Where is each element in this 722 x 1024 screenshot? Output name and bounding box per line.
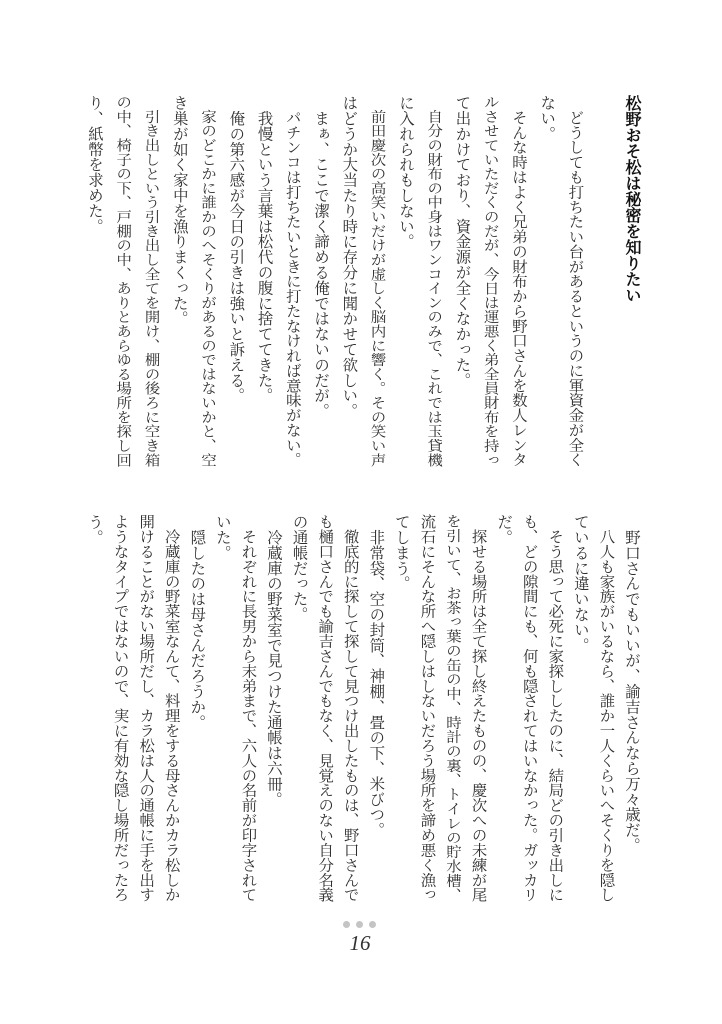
page-number: 16 (349, 931, 371, 955)
ornament-dot (369, 921, 376, 928)
text-column: 八人も家族がいるなら、誰か一人くらいへそくりを隠し (597, 514, 616, 902)
text-column: まぁ、ここで潔く諦める俺ではないのだが。 (312, 95, 331, 419)
text-column: 隠したのは母さんだろうか。 (188, 514, 207, 730)
text-column: いた。 (213, 514, 232, 561)
text-column: そんな時はよく兄弟の財布から野口さんを数人レンタ (509, 95, 528, 467)
text-column: 流石にそんな所へ隠しはしないだろう場所を諦め悪く漁っ (418, 514, 437, 902)
text-column: ルさせていただくのだが、今日は運悪く弟全員財布を持っ (481, 95, 500, 467)
text-column: き巣が如く家中を漁りまくった。 (170, 95, 189, 326)
article-title: 松野おそ松は秘密を知りたい (623, 95, 642, 303)
text-column: てしまう。 (392, 514, 411, 591)
text-column: 我慢という言葉は松代の腹に捨ててきた。 (255, 95, 274, 403)
text-column: 自分の財布の中身はワンコインのみで、これでは玉貸機 (425, 95, 444, 467)
ornament-dot (356, 921, 363, 928)
text-column: 引き出しという引き出し全てを開け、棚の後ろに空き箱 (142, 95, 161, 467)
text-column: はどうか大当たり時に存分に聞かせて欲しい。 (340, 95, 359, 419)
text-column: に入れられもしない。 (396, 95, 415, 249)
text-column: どうしても打ちたい台があるというのに軍資金が全く (566, 95, 585, 467)
text-column: も樋口さんでも諭吉さんでもなく、見覚えのない自分名義 (316, 514, 335, 902)
text-column: ようなタイプではないので、実に有効な隠し場所だったろ (111, 514, 130, 902)
text-column: 探せる場所は全て探し終えたものの、慶次への未練が尾 (469, 514, 488, 902)
text-column: そう思って必死に家探ししたのに、結局どの引き出しに (546, 514, 565, 902)
text-column: ているに違いない。 (571, 514, 590, 653)
page-ornament-dots (343, 921, 376, 928)
text-column: 徹底的に探して探して見つけ出したものは、野口さんで (341, 514, 360, 902)
text-column: ない。 (538, 95, 557, 142)
text-column: 冷蔵庫の野菜室なんて、料理をする母さんかカラ松しか (162, 514, 181, 902)
text-column: て出かけており、資金源が全くなかった。 (453, 95, 472, 388)
text-column: の通帳だった。 (290, 514, 309, 622)
text-column: 前田慶次の高笑いだけが虚しく脳内に響く。その笑い声 (368, 95, 387, 467)
ornament-dot (343, 921, 350, 928)
text-column: を引いて、お茶っ葉の缶の中、時計の裏、トイレの貯水槽、 (444, 514, 462, 902)
text-column: 俺の第六感が今日の引きは強いと訴える。 (227, 95, 246, 403)
text-column: の中、椅子の下、戸棚の中、ありとあらゆる場所を探し回 (114, 95, 133, 467)
text-column: う。 (86, 514, 104, 545)
text-column: それぞれに長男から末弟まで、六人の名前が印字されて (239, 514, 258, 902)
text-column: だ。 (495, 514, 514, 545)
text-column: パチンコは打ちたいときに打たなければ意味がない。 (283, 95, 302, 467)
text-column: 開けることがない場所だし、カラ松は人の通帳に手を出す (137, 514, 156, 902)
text-column: り、紙幣を求めた。 (86, 95, 104, 234)
text-column: 野口さんでもいいが、諭吉さんなら万々歳だ。 (623, 514, 641, 853)
text-column: も、どの隙間にも、何も隠されてはいなかった。ガッカリ (520, 514, 539, 902)
text-column: 非常袋、空の封筒、神棚、畳の下、米びつ。 (367, 514, 386, 838)
text-column: 冷蔵庫の野菜室で見つけた通帳は六冊。 (265, 514, 283, 807)
text-column: 家のどこかに誰かのへそくりがあるのではないかと、空 (199, 95, 218, 467)
